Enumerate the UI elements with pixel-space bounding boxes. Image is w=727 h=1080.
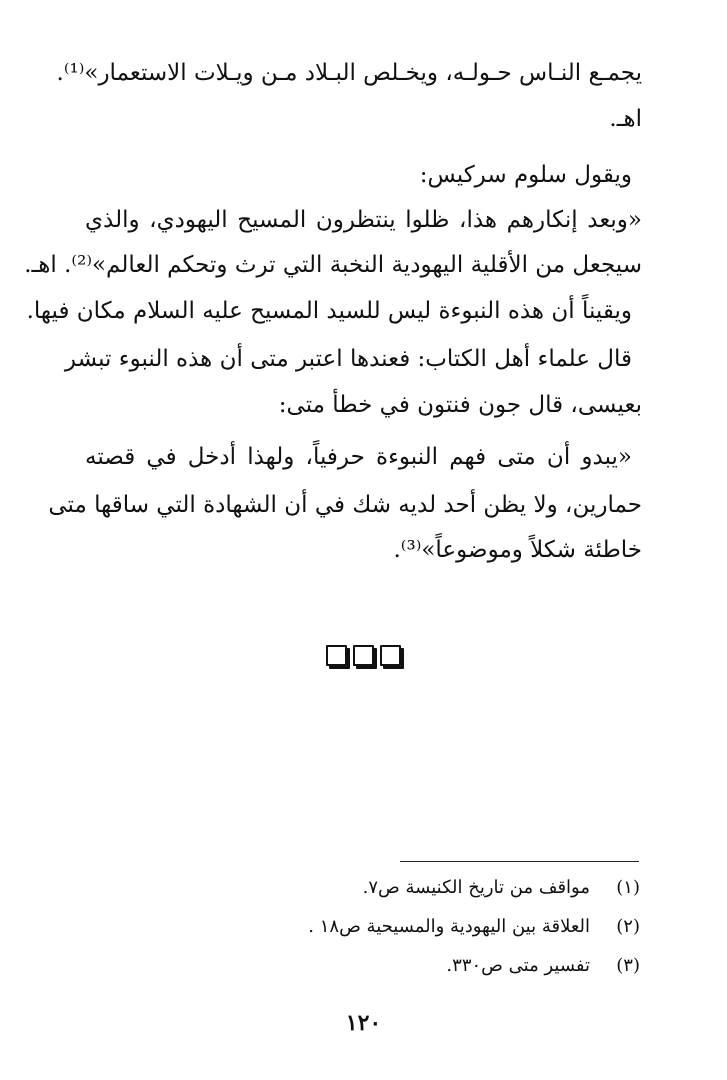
text-line-10: حمارين، ولا يظن أحد لديه شك في أن الشهادة التي ساقها متى — [48, 492, 642, 518]
footnote-text: مواقف من تاريخ الكنيسة ص٧. — [362, 877, 590, 898]
text-line-3: ويقول سلوم سركيس: — [419, 162, 632, 188]
footnote-number: (١) — [616, 877, 640, 898]
text-line-2: اهـ. — [609, 106, 642, 132]
text-line-7: قال علماء أهل الكتاب: فعندها اعتبر متى أن هذه النبوء تبشر — [64, 346, 632, 372]
text-line-11: خاطئة شكلاً وموضوعاً»⁽³⁾. — [393, 537, 642, 563]
footnote-text: العلاقة بين اليهودية والمسيحية ص١٨ . — [308, 916, 590, 937]
page-number: ١٢٠ — [345, 1010, 382, 1036]
footnote-2 — [240, 915, 640, 939]
footnote-text: تفسير متى ص٣٣٠. — [446, 955, 590, 976]
text-line-4: «وبعد إنكارهم هذا، ظلوا ينتظرون المسيح اليهودي، والذي — [85, 207, 642, 233]
ornament-square — [353, 645, 374, 666]
footnote-number: (٢) — [616, 916, 640, 937]
text-line-1: يجمـع النـاس حـولـه، ويخـلص البـلاد مـن ويـلات الاستعمار»⁽¹⁾. — [56, 60, 642, 86]
footnote-3 — [240, 954, 640, 978]
ornament-square — [326, 645, 347, 666]
footnote-1 — [240, 876, 640, 900]
ornament-square — [380, 645, 401, 666]
text-line-6: ويقيناً أن هذه النبوءة ليس للسيد المسيح عليه السلام مكان فيها. — [26, 298, 632, 324]
text-line-9: «يبدو أن متى فهم النبوءة حرفياً، ولهذا أدخل في قصته — [85, 444, 632, 470]
footnote-number: (٣) — [616, 955, 640, 976]
text-line-5: سيجعل من الأقلية اليهودية النخبة التي ترث وتحكم العالم»⁽²⁾. اهـ. — [24, 252, 642, 278]
footnote-separator — [400, 861, 639, 862]
section-divider-ornament — [0, 645, 727, 666]
text-line-8: بعيسى، قال جون فنتون في خطأ متى: — [278, 392, 642, 418]
